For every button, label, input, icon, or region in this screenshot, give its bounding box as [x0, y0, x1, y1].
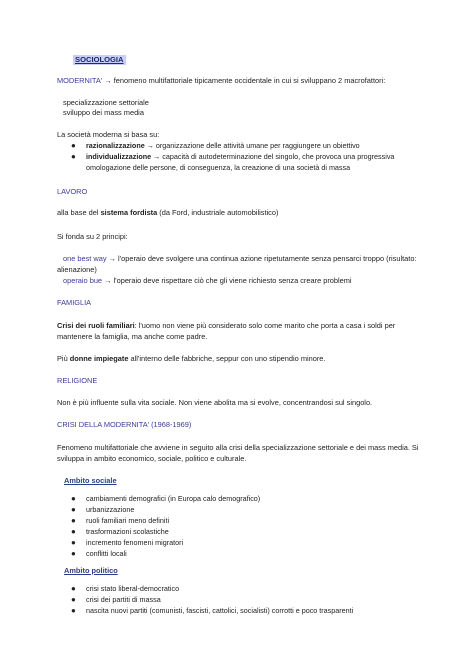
- section-heading-crisi: CRISI DELLA MODERNITA' (1968-1969): [57, 420, 192, 429]
- term: Crisi dei ruoli familiari: [57, 321, 135, 330]
- bullet-icon: ●: [71, 151, 76, 161]
- lavoro-principi: Si fonda su 2 principi:: [57, 232, 128, 241]
- principio-1-continuation: alienazione): [57, 265, 97, 274]
- page-title: SOCIOLOGIA: [75, 55, 124, 64]
- bullet-icon: ●: [71, 515, 76, 525]
- bullet-icon: ●: [71, 548, 76, 558]
- religione-text: Non è più influente sulla vita sociale. Non viene abolita ma si evolve, concentrandosi sul singolo.: [57, 398, 373, 407]
- principio-label: one best way: [63, 254, 107, 263]
- crisi-line-1: Fenomeno multifattoriale che avviene in seguito alla crisi della specializzazione settoriale e dei mass media. Si: [57, 443, 419, 452]
- list-item: [71, 515, 170, 526]
- bullet-icon: ●: [71, 140, 76, 150]
- item-text: urbanizzazione: [86, 505, 135, 514]
- section-heading-religione: RELIGIONE: [57, 376, 98, 385]
- bullet-icon: ●: [71, 504, 76, 514]
- text: Più: [57, 354, 70, 363]
- principio-text: → l'operaio deve rispettare ciò che gli viene richiesto senza creare problemi: [102, 276, 352, 285]
- famiglia-line-1: [57, 321, 395, 331]
- item-text: cambiamenti demografici (in Europa calo demografico): [86, 494, 261, 503]
- term-text: → capacità di autodeterminazione del singolo, che provoca una progressiva: [151, 152, 395, 161]
- macrofattore-1: specializzazione settoriale: [63, 98, 149, 107]
- principio-label: operaio bue: [63, 276, 103, 285]
- bullet-icon: ●: [71, 594, 76, 604]
- macrofattore-2: sviluppo dei mass media: [63, 108, 144, 117]
- principio-1: [63, 254, 417, 264]
- term: razionalizzazione: [86, 141, 145, 150]
- principio-2: [63, 276, 352, 286]
- subheading-ambito-sociale: Ambito sociale: [64, 476, 117, 485]
- societa-intro: La società moderna si basa su:: [57, 130, 160, 139]
- bullet-icon: ●: [71, 605, 76, 615]
- arrow: →: [104, 76, 112, 85]
- item-text: trasformazioni scolastiche: [86, 527, 169, 536]
- section-heading-lavoro: LAVORO: [57, 187, 88, 196]
- item-text: ruoli familiari meno definiti: [86, 516, 170, 525]
- text: all'interno delle fabbriche, seppur con uno stipendio minore.: [128, 354, 326, 363]
- term: individualizzazione: [86, 152, 152, 161]
- text: (da Ford, industriale automobilistico): [157, 208, 279, 217]
- list-item: [71, 151, 395, 162]
- modernita-text: fenomeno multifattoriale tipicamente occidentale in cui si sviluppano 2 macrofattori:: [113, 76, 386, 85]
- list-item: [71, 493, 261, 504]
- modernita-label: MODERNITA': [57, 76, 103, 85]
- list-item: [71, 526, 169, 537]
- bullet-icon: ●: [71, 493, 76, 503]
- list-item-continuation: omologazione delle persone, di conseguenza, la creazione di una società di massa: [86, 163, 351, 172]
- text: : l'uomo non viene più considerato solo come marito che porta a casa i soldi per: [134, 321, 396, 330]
- bullet-icon: ●: [71, 537, 76, 547]
- crisi-line-2: sviluppa in ambito economico, sociale, politico e culturale.: [57, 454, 247, 463]
- bullet-icon: ●: [71, 526, 76, 536]
- list-item: [71, 548, 127, 559]
- item-text: crisi stato liberal-democratico: [86, 584, 180, 593]
- subheading-ambito-politico: Ambito politico: [64, 566, 118, 575]
- item-text: crisi dei partiti di massa: [86, 595, 161, 604]
- item-text: conflitti locali: [86, 549, 127, 558]
- list-item: [71, 583, 180, 594]
- text: alla base del: [57, 208, 101, 217]
- modernita-definition: [57, 76, 385, 86]
- list-item: [71, 594, 161, 605]
- section-heading-famiglia: FAMIGLIA: [57, 298, 92, 307]
- list-item: [71, 537, 184, 548]
- principio-text: → l'operaio deve svolgere una continua azione ripetutamente senza pensarci troppo (risultato:: [106, 254, 417, 263]
- term: donne impiegate: [69, 354, 129, 363]
- item-text: incremento fenomeni migratori: [86, 538, 184, 547]
- list-item: [71, 504, 135, 515]
- bullet-icon: ●: [71, 583, 76, 593]
- famiglia-line-2: mantenere la famiglia, ma anche come padre.: [57, 332, 208, 341]
- term-text: → organizzazione delle attività umane per raggiungere un obiettivo: [144, 141, 360, 150]
- list-item: [71, 605, 354, 616]
- list-item: [71, 140, 360, 151]
- term: sistema fordista: [100, 208, 158, 217]
- item-text: nascita nuovi partiti (comunisti, fascisti, cattolici, socialisti) corrotti e poco trasparenti: [86, 606, 354, 615]
- lavoro-base: [57, 208, 278, 218]
- famiglia-line-3: [57, 354, 325, 364]
